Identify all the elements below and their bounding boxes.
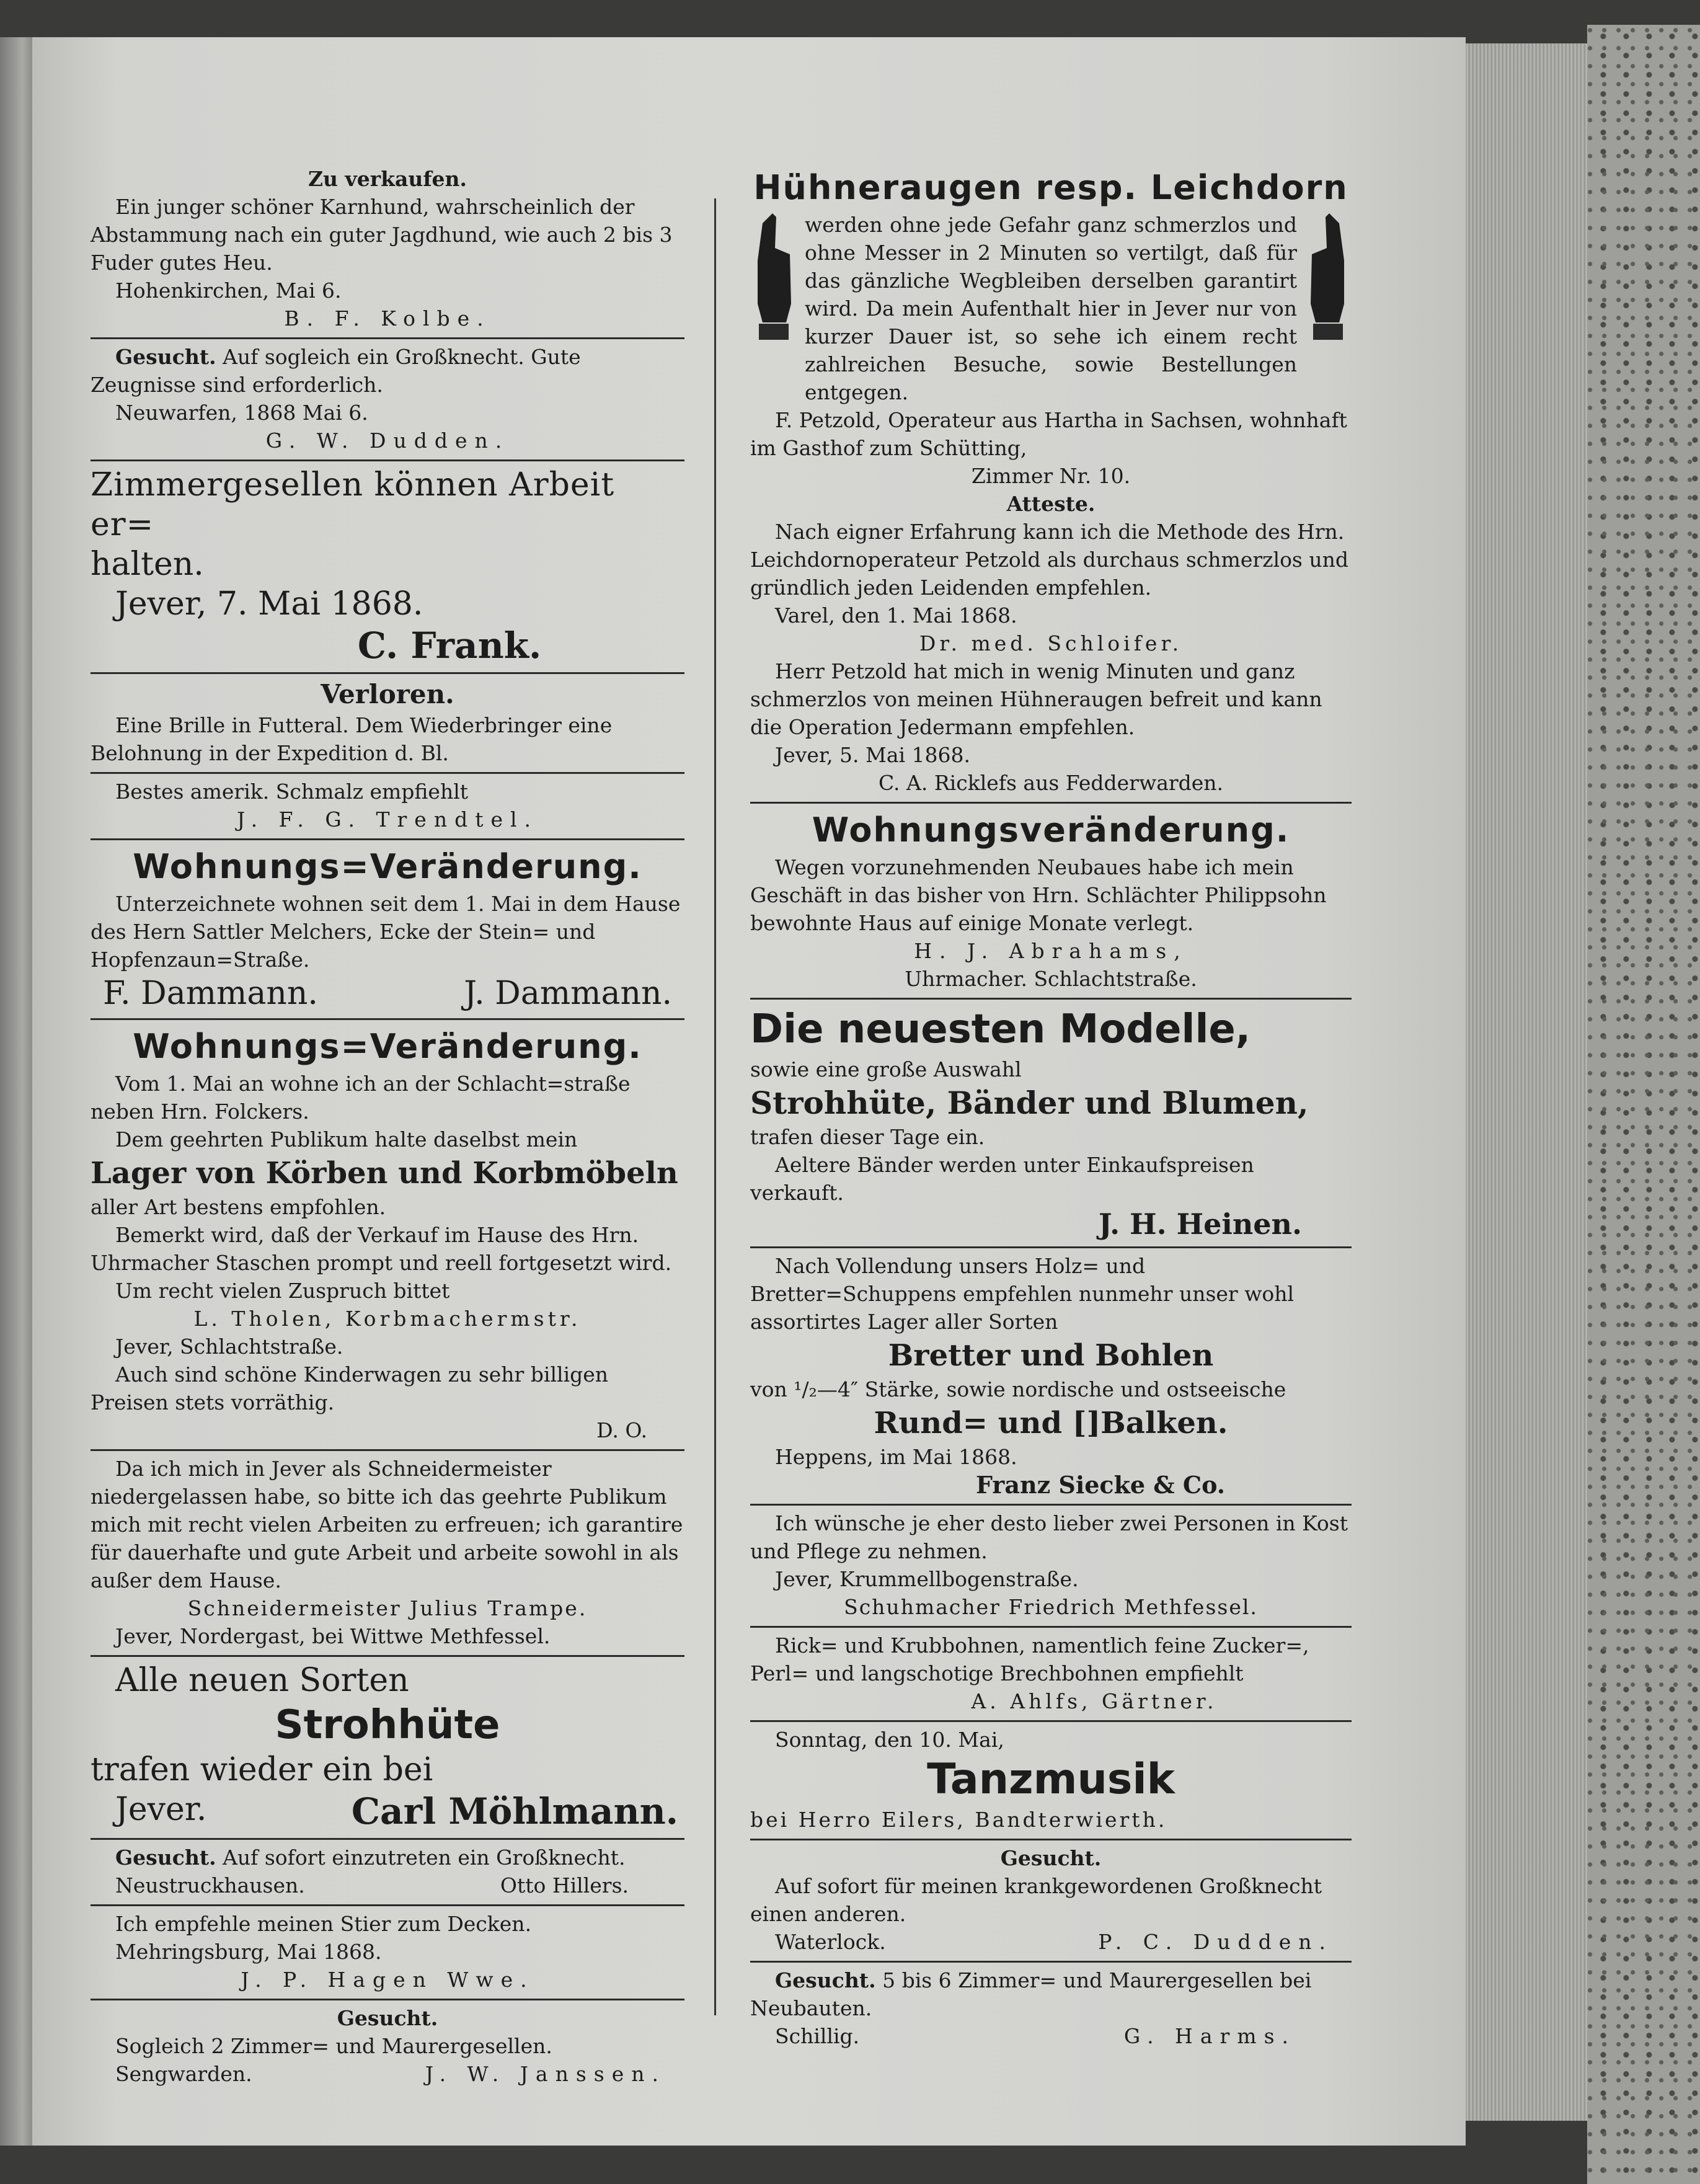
ad-line: trafen wieder ein bei: [91, 1751, 433, 1788]
facing-page-edge: [0, 37, 32, 2146]
ad-text: Ein junger schöner Karnhund, wahrscheinlich der Abstammung nach ein guter Jagdhund, wie auch 2 bis 3 Fuder gutes Heu.: [91, 195, 673, 275]
ad-title: Wohnungs=Veränderung.: [133, 1027, 642, 1066]
ad-huehneraugen: [750, 161, 1352, 804]
right-column: [750, 161, 1352, 2055]
ad-place: Heppens, im Mai 1868.: [775, 1445, 1017, 1469]
ad-signature: F. Dammann.: [103, 975, 318, 1012]
ad-text: Herr Petzold hat mich in wenig Minuten und ganz schmerzlos von meinen Hühneraugen befreit und kann die Operation Jedermann empfehlen.: [750, 659, 1322, 739]
ad-zu-verkaufen: [91, 161, 684, 339]
ad-signature: C. Frank.: [357, 624, 542, 667]
ad-place: Jever, Krummellbogenstraße.: [775, 1567, 1079, 1591]
ad-signature: J. F. G. Trendtel.: [236, 807, 539, 832]
ad-text: 5 bis 6 Zimmer= und Maurergesellen bei Neubauten.: [750, 1968, 1312, 2020]
ad-highlight: Lager von Körben und Korbmöbeln: [91, 1156, 678, 1191]
ad-text: Ich wünsche je eher desto lieber zwei Personen in Kost und Pflege zu nehmen.: [750, 1511, 1348, 1563]
ad-signature: Otto Hillers.: [500, 1873, 629, 1898]
ad-place: Mehringsburg, Mai 1868.: [115, 1940, 382, 1964]
ad-line: von ¹/₂—4″ Stärke, sowie nordische und ostseeische: [750, 1377, 1286, 1401]
ad-stier: [91, 1906, 684, 2000]
ad-neueste-modelle: [750, 1000, 1352, 1248]
left-column: [91, 161, 684, 2093]
ad-signature: Schuhmacher Friedrich Methfessel.: [844, 1595, 1258, 1619]
ad-gesucht-harms: [750, 1963, 1352, 2055]
ad-text: Sogleich 2 Zimmer= und Maurergesellen.: [115, 2034, 552, 2058]
ad-text: Auf sogleich ein Großknecht. Gute Zeugnisse sind erforderlich.: [91, 345, 581, 397]
ad-line: halten.: [91, 546, 204, 583]
ad-title: Zu verkaufen.: [308, 167, 467, 191]
ad-room: Zimmer Nr. 10.: [971, 464, 1131, 488]
ad-gesucht-grossknecht: [91, 339, 684, 461]
pointing-hand-icon: [1302, 211, 1352, 347]
ad-wohnungs-veraenderung-dammann: [91, 840, 684, 1020]
ad-date: Sonntag, den 10. Mai,: [775, 1728, 1004, 1752]
ad-signature: F. Petzold, Operateur aus Hartha in Sachsen, wohnhaft im Gasthof zum Schütting,: [750, 408, 1347, 460]
ad-signature: A. Ahlfs, Gärtner.: [971, 1689, 1218, 1713]
ad-zimmergesellen: [91, 461, 684, 674]
ad-title: Verloren.: [321, 679, 454, 709]
ad-signature: P. C. Dudden.: [1098, 1930, 1333, 1954]
ad-lead: Gesucht.: [775, 1968, 876, 1992]
ad-title: Gesucht.: [1000, 1846, 1102, 1870]
ad-place: Waterlock.: [775, 1930, 886, 1954]
ad-line: trafen dieser Tage ein.: [750, 1125, 985, 1149]
ad-highlight: Rund= und []Balken.: [874, 1406, 1228, 1440]
ad-text: Wegen vorzunehmenden Neubaues habe ich mein Geschäft in das bisher von Hrn. Schlächter Philippsohn bewohnte Haus auf einige Monate verlegt.: [750, 855, 1327, 935]
ad-gesucht-dudden: [750, 1840, 1352, 1963]
ad-lead: Gesucht.: [115, 345, 216, 369]
ad-title: Wohnungsveränderung.: [812, 810, 1290, 850]
ad-place: Sengwarden.: [115, 2062, 252, 2086]
book-cover-board: [1587, 25, 1700, 2184]
ad-bohnen: [750, 1628, 1352, 1722]
ad-place: Varel, den 1. Mai 1868.: [775, 603, 1017, 628]
ad-text: Auf sofort einzutreten ein Großknecht.: [223, 1845, 626, 1870]
ad-signature: Dr. med. Schloifer.: [919, 631, 1183, 655]
ad-gesucht-hillers: [91, 1840, 684, 1906]
ad-signature: Schneidermeister Julius Trampe.: [187, 1596, 588, 1620]
ad-signature: J. Dammann.: [464, 975, 672, 1012]
ad-text: Um recht vielen Zuspruch bittet: [115, 1279, 450, 1303]
ad-text: Bestes amerik. Schmalz empfiehlt: [115, 779, 469, 804]
ad-wohnungsveraenderung-abrahams: [750, 804, 1352, 1000]
ad-line: Alle neuen Sorten: [115, 1662, 409, 1699]
ad-signature: C. A. Ricklefs aus Fedderwarden.: [878, 771, 1224, 795]
ad-line: Zimmergesellen können Arbeit er=: [91, 466, 615, 543]
ad-signature: Franz Siecke & Co.: [975, 1471, 1225, 1499]
pointing-hand-icon: [750, 211, 800, 347]
ad-signature: J. W. Janssen.: [425, 2062, 666, 2086]
ad-signature: G. Harms.: [1123, 2024, 1296, 2048]
ad-text: Unterzeichnete wohnen seit dem 1. Mai in dem Hause des Hern Sattler Melchers, Ecke der Stein= und Hopfenzaun=Straße.: [91, 892, 681, 972]
ad-highlight: Bretter und Bohlen: [888, 1338, 1214, 1373]
ad-highlight: Tanzmusik: [927, 1755, 1175, 1804]
ad-text: Ich empfehle meinen Stier zum Decken.: [115, 1912, 532, 1936]
ad-place: Neuwarfen, 1868 Mai 6.: [115, 401, 368, 425]
ad-gesucht-janssen: [91, 2000, 684, 2093]
ad-signature: B. F. Kolbe.: [284, 306, 491, 331]
ad-place: Neustruckhausen.: [115, 1873, 305, 1898]
ad-text: Nach eigner Erfahrung kann ich die Methode des Hrn. Leichdornoperateur Petzold als durchaus schmerzlos und gründlich jeden Leidenden empfehlen.: [750, 520, 1348, 600]
ad-title: Die neuesten Modelle,: [750, 1006, 1251, 1052]
ad-text: Aeltere Bänder werden unter Einkaufspreisen verkauft.: [750, 1153, 1254, 1205]
ad-place: Hohenkirchen, Mai 6.: [115, 278, 342, 303]
ad-wohnungs-veraenderung-tholen: [91, 1020, 684, 1451]
ad-text: aller Art bestens empfohlen.: [91, 1195, 386, 1219]
ad-text: Eine Brille in Futteral. Dem Wiederbringer eine Belohnung in der Expedition d. Bl.: [91, 713, 613, 765]
ad-schmalz: [91, 774, 684, 840]
ad-verloren: [91, 674, 684, 774]
ad-text: Auch sind schöne Kinderwagen zu sehr billigen Preisen stets vorräthig.: [91, 1362, 609, 1414]
ad-lead: Gesucht.: [115, 1845, 216, 1870]
ad-text: Da ich mich in Jever als Schneidermeister niedergelassen habe, so bitte ich das geehrte Publikum mich mit recht vielen Arbeiten zu erfreuen; ich garantire für dauerhafte und gute Arbeit und arbeite sowohl in als außer dem Hause.: [91, 1457, 683, 1592]
ad-signature: J. H. Heinen.: [1098, 1207, 1302, 1241]
ad-place: Jever.: [115, 1791, 207, 1828]
ad-signature: L. Tholen, Korbmachermstr.: [193, 1307, 582, 1331]
ad-place: Jever, Nordergast, bei Wittwe Methfessel.: [115, 1624, 551, 1648]
ad-place: Jever, 7. Mai 1868.: [115, 585, 423, 623]
ad-text: Nach Vollendung unsers Holz= und Bretter=Schuppens empfehlen nunmehr unser wohl assortirtes Lager aller Sorten: [750, 1254, 1295, 1334]
ad-highlight: Strohhüte: [275, 1702, 500, 1748]
ad-tanzmusik: [750, 1722, 1352, 1840]
ad-signature-line: Uhrmacher. Schlachtstraße.: [905, 967, 1197, 991]
ad-bretter-bohlen: [750, 1248, 1352, 1506]
ad-place: Jever, Schlachtstraße.: [115, 1334, 343, 1359]
ad-signature: H. J. Abrahams,: [914, 939, 1188, 963]
ad-text: Dem geehrten Publikum halte daselbst mein: [115, 1127, 578, 1152]
ad-title: Gesucht.: [337, 2006, 438, 2030]
ad-text: Vom 1. Mai an wohne ich an der Schlacht=straße neben Hrn. Folckers.: [91, 1072, 631, 1124]
ad-title: Wohnungs=Veränderung.: [133, 847, 642, 886]
ad-line: bei Herro Eilers, Bandterwierth.: [750, 1808, 1167, 1832]
ad-text: Bemerkt wird, daß der Verkauf im Hause des Hrn. Uhrmacher Staschen prompt und reell fortgesetzt wird.: [91, 1223, 672, 1275]
ad-schneidermeister: [91, 1451, 684, 1657]
ad-text: Auf sofort für meinen krankgewordenen Großknecht einen anderen.: [750, 1874, 1322, 1926]
ad-text: Rick= und Krubbohnen, namentlich feine Zucker=, Perl= und langschotige Brechbohnen empfiehlt: [750, 1633, 1309, 1685]
ad-signature: D. O.: [596, 1418, 647, 1442]
ad-text: werden ohne jede Gefahr ganz schmerzlos und ohne Messer in 2 Minuten so vertilgt, daß für das gänzliche Wegbleiben derselben garantirt wird. Da mein Aufenthalt hier in Jever nur von kurzer Dauer ist, so sehe ich einem recht zahlreichen Besuche, sowie Bestellungen entgegen.: [805, 213, 1297, 404]
ad-title: Hühneraugen resp. Leichdorn: [753, 168, 1348, 207]
column-divider: [714, 198, 716, 2015]
ad-subtitle: Atteste.: [1006, 492, 1096, 516]
ad-signature: Carl Möhlmann.: [351, 1790, 678, 1832]
ad-line: sowie eine große Auswahl: [750, 1057, 1022, 1081]
ad-highlight: Strohhüte, Bänder und Blumen,: [750, 1085, 1309, 1121]
ad-signature: G. W. Dudden.: [265, 428, 510, 453]
ad-strohhuete-moehlmann: [91, 1657, 684, 1840]
ad-place: Schillig.: [775, 2024, 860, 2048]
ad-kost-und-pflege: [750, 1506, 1352, 1628]
ad-signature: J. P. Hagen Wwe.: [241, 1968, 534, 1992]
ad-place: Jever, 5. Mai 1868.: [775, 743, 971, 767]
